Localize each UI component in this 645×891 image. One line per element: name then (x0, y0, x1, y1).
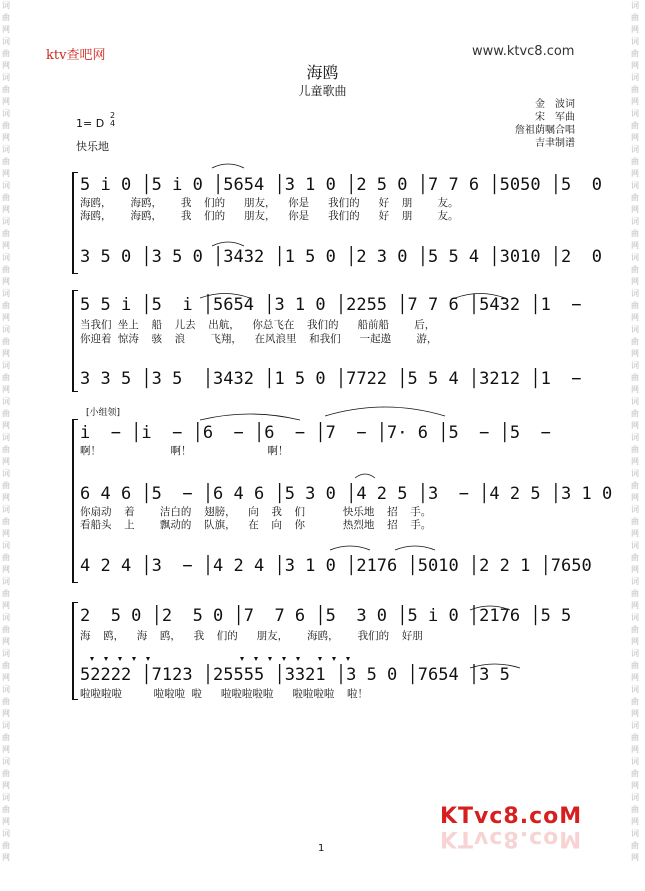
watermark-char: 网 (2, 349, 10, 358)
watermark-char: 网 (2, 493, 10, 502)
slur-mark (212, 242, 244, 246)
section-label: [小组领] (86, 408, 121, 418)
watermark-char: 词 (2, 181, 10, 190)
lyric-verse-2: 海鸥， 海鸥， 我 们的 朋友， 你是 我们的 好 朋 友。 (80, 210, 459, 222)
watermark-char: 网 (631, 493, 639, 502)
watermark-char: 曲 (631, 841, 639, 850)
watermark-char: 词 (2, 829, 10, 838)
watermark-char: 词 (631, 109, 639, 118)
watermark-char: 网 (631, 853, 639, 862)
watermark-char: 网 (631, 673, 639, 682)
footer-logo: KTvc8.coM (440, 804, 583, 829)
watermark-char: 词 (2, 217, 10, 226)
watermark-char: 网 (631, 817, 639, 826)
watermark-char: 词 (631, 721, 639, 730)
watermark-char: 网 (2, 709, 10, 718)
lower-voice-notes: 3 5 0 │3 5 0 │3432 │1 5 0 │2 3 0 │5 5 4 │3010 │2 0 (80, 247, 602, 267)
watermark-char: 网 (2, 601, 10, 610)
watermark-char: 词 (2, 145, 10, 154)
accent-mark (332, 657, 336, 661)
watermark-char: 曲 (631, 373, 639, 382)
solo-voice-notes: i − │i − │6 − │6 − │7 − │7· 6 │5 − │5 − (80, 423, 551, 443)
watermark-char: 曲 (2, 301, 10, 310)
watermark-char: 曲 (2, 697, 10, 706)
watermark-char: 词 (2, 505, 10, 514)
lyric-verse-1: 海 鸥， 海 鸥， 我 们的 朋友， 海鸥， 我们的 好朋 (80, 630, 423, 642)
upper-voice-notes: 5 5 i │5 i │5654 │3 1 0 │2255 │7 7 6 │5432 │1 − (80, 295, 582, 315)
watermark-char: 词 (2, 433, 10, 442)
slur-mark (470, 664, 520, 668)
watermark-char: 曲 (631, 121, 639, 130)
watermark-char: 曲 (631, 13, 639, 22)
lyric-verse-2: 啦啦啦啦 啦啦啦 啦 啦啦啦啦啦 啦啦啦啦 啦！ (80, 688, 369, 700)
watermark-char: 网 (2, 565, 10, 574)
watermark-char: 词 (2, 1, 10, 10)
watermark-char: 曲 (2, 85, 10, 94)
watermark-char: 词 (2, 37, 10, 46)
watermark-char: 曲 (631, 49, 639, 58)
watermark-char: 网 (2, 169, 10, 178)
watermark-char: 词 (631, 793, 639, 802)
watermark-char: 词 (2, 757, 10, 766)
lyric-verse-1: 海鸥， 海鸥， 我 们的 朋友， 你是 我们的 好 朋 友。 (80, 197, 459, 209)
accent-mark (282, 657, 286, 661)
tempo-marking: 快乐地 (76, 140, 109, 153)
watermark-char: 词 (2, 613, 10, 622)
watermark-char: 网 (631, 349, 639, 358)
watermark-char: 网 (2, 457, 10, 466)
watermark-char: 曲 (2, 589, 10, 598)
slur-mark (470, 606, 510, 610)
watermark-char: 词 (631, 613, 639, 622)
watermark-char: 词 (631, 37, 639, 46)
watermark-char: 曲 (631, 589, 639, 598)
song-title: 海鸥 (306, 63, 339, 82)
watermark-char: 网 (631, 709, 639, 718)
lyric-verse-1: 当我们 坐上 船 儿去 出航， 你总飞在 我们的 船前船 后， (80, 319, 436, 331)
brand-label[interactable]: ktv查吧网 (46, 48, 106, 63)
slur-mark (395, 546, 435, 550)
lower-voice-notes: 4 2 4 │3 − │4 2 4 │3 1 0 │2176 │5010 │2 2 1 │7650 (80, 556, 592, 576)
watermark-char: 网 (631, 421, 639, 430)
credit-arranger: 詹祖荫嘱合唱 (515, 125, 575, 136)
watermark-char: 网 (631, 457, 639, 466)
watermark-char: 网 (631, 133, 639, 142)
watermark-char: 曲 (2, 733, 10, 742)
lyric-verse-2: 看船头 上 飘动的 队旗， 在 向 你 热烈地 招 手。 (80, 519, 432, 531)
page-number: 1 (318, 843, 325, 854)
watermark-char: 网 (2, 97, 10, 106)
watermark-char: 曲 (631, 409, 639, 418)
watermark-char: 网 (631, 529, 639, 538)
watermark-char: 词 (2, 289, 10, 298)
watermark-char: 词 (2, 721, 10, 730)
watermark-char: 网 (2, 853, 10, 862)
watermark-char: 词 (631, 325, 639, 334)
watermark-char: 曲 (2, 265, 10, 274)
watermark-char: 网 (631, 565, 639, 574)
watermark-char: 网 (631, 745, 639, 754)
slur-mark (200, 294, 250, 299)
accent-mark (254, 657, 258, 661)
watermark-char: 词 (2, 793, 10, 802)
accent-mark (146, 657, 150, 661)
watermark-char: 曲 (2, 13, 10, 22)
watermark-char: 网 (631, 277, 639, 286)
time-top: 2 (110, 111, 116, 120)
slur-mark (455, 294, 505, 299)
watermark-char: 网 (2, 421, 10, 430)
watermark-char: 曲 (2, 769, 10, 778)
watermark-char: 曲 (2, 373, 10, 382)
watermark-char: 曲 (631, 193, 639, 202)
accent-mark (318, 657, 322, 661)
watermark-char: 词 (631, 505, 639, 514)
watermark-char: 词 (2, 73, 10, 82)
watermark-char: 网 (2, 817, 10, 826)
watermark-char: 词 (631, 685, 639, 694)
watermark-char: 曲 (2, 661, 10, 670)
watermark-char: 曲 (631, 769, 639, 778)
watermark-char: 网 (631, 637, 639, 646)
watermark-char: 网 (631, 61, 639, 70)
upper-voice-notes: 5 i 0 │5 i 0 │5654 │3 1 0 │2 5 0 │7 7 6 │5050 │5 0 (80, 175, 602, 195)
accent-mark (90, 657, 94, 661)
watermark-char: 网 (2, 241, 10, 250)
key-signature: 1= D (76, 117, 105, 130)
watermark-char: 曲 (631, 697, 639, 706)
watermark-char: 词 (2, 325, 10, 334)
watermark-char: 词 (2, 109, 10, 118)
watermark-char: 曲 (2, 553, 10, 562)
watermark-char: 曲 (631, 517, 639, 526)
watermark-char: 词 (631, 829, 639, 838)
watermark-char: 词 (2, 541, 10, 550)
watermark-char: 曲 (2, 409, 10, 418)
lyric-verse-2: 你迎着 惊涛 骇 浪 飞翔， 在风浪里 和我们 一起遨 游， (80, 333, 438, 345)
watermark-char: 词 (631, 577, 639, 586)
watermark-char: 曲 (2, 517, 10, 526)
watermark-char: 曲 (2, 49, 10, 58)
slur-mark (212, 164, 244, 168)
footer-logo-reflection: KTvc8.coM (440, 826, 583, 851)
song-subtitle: 儿童歌曲 (298, 84, 347, 98)
watermark-char: 网 (631, 313, 639, 322)
watermark-char: 网 (631, 169, 639, 178)
watermark-char: 曲 (2, 481, 10, 490)
accent-mark (296, 657, 300, 661)
watermark-char: 曲 (631, 661, 639, 670)
watermark-char: 词 (2, 685, 10, 694)
watermark-char: 曲 (631, 337, 639, 346)
watermark-char: 曲 (2, 193, 10, 202)
watermark-char: 网 (631, 385, 639, 394)
watermark-char: 网 (2, 61, 10, 70)
watermark-char: 网 (2, 637, 10, 646)
watermark-char: 曲 (631, 733, 639, 742)
watermark-char: 网 (2, 133, 10, 142)
credit-composer: 宋 军曲 (535, 112, 575, 123)
watermark-char: 网 (2, 277, 10, 286)
watermark-char: 曲 (631, 265, 639, 274)
watermark-char: 词 (631, 289, 639, 298)
watermark-char: 网 (2, 781, 10, 790)
slur-mark (330, 546, 370, 550)
watermark-char: 曲 (2, 337, 10, 346)
slur-mark (325, 407, 445, 416)
lyric-verse-1: 你扇动 着 洁白的 翅膀， 向 我 们 快乐地 招 手。 (80, 506, 432, 518)
site-url[interactable]: www.ktvc8.com (472, 44, 575, 59)
watermark-char: 网 (2, 745, 10, 754)
watermark-char: 曲 (631, 157, 639, 166)
watermark-char: 网 (631, 97, 639, 106)
watermark-char: 词 (631, 433, 639, 442)
watermark-char: 网 (631, 241, 639, 250)
lower-voice-notes: 3 3 5 │3 5 │3432 │1 5 0 │7722 │5 5 4 │3212 │1 − (80, 369, 582, 389)
watermark-char: 曲 (2, 121, 10, 130)
watermark-char: 词 (2, 253, 10, 262)
watermark-char: 曲 (631, 301, 639, 310)
watermark-char: 网 (631, 601, 639, 610)
watermark-char: 网 (631, 25, 639, 34)
watermark-char: 词 (2, 469, 10, 478)
credit-lyricist: 金 波词 (535, 99, 575, 110)
watermark-char: 网 (631, 781, 639, 790)
watermark-char: 网 (2, 25, 10, 34)
upper-voice-notes: 6 4 6 │5 − │6 4 6 │5 3 0 │4 2 5 │3 − │4 2 5 │3 1 0 (80, 484, 613, 504)
watermark-char: 词 (631, 145, 639, 154)
accent-mark (118, 657, 122, 661)
watermark-char: 词 (631, 217, 639, 226)
accent-mark (104, 657, 108, 661)
watermark-char: 词 (631, 253, 639, 262)
watermark-char: 网 (2, 673, 10, 682)
accent-mark (240, 657, 244, 661)
watermark-char: 词 (631, 541, 639, 550)
watermark-char: 词 (631, 181, 639, 190)
upper-voice-notes: 2 5 0 │2 5 0 │7 7 6 │5 3 0 │5 i 0 │2176 │5 5 (80, 606, 572, 626)
lower-voice-notes: 52222 │7123 │25555 │3321 │3 5 0 │7654 │3 5 (80, 665, 510, 685)
watermark-char: 曲 (2, 805, 10, 814)
lyric-solo: 啊！ 啊！ 啊！ (80, 445, 289, 457)
watermark-char: 曲 (631, 481, 639, 490)
watermark-char: 词 (631, 361, 639, 370)
watermark-char: 词 (631, 649, 639, 658)
watermark-char: 词 (2, 397, 10, 406)
watermark-char: 曲 (631, 805, 639, 814)
watermark-char: 曲 (2, 157, 10, 166)
watermark-char: 曲 (2, 445, 10, 454)
watermark-char: 词 (631, 397, 639, 406)
slur-mark (200, 414, 300, 420)
watermark-char: 曲 (631, 625, 639, 634)
watermark-char: 曲 (2, 841, 10, 850)
watermark-char: 曲 (2, 625, 10, 634)
watermark-char: 词 (2, 361, 10, 370)
watermark-char: 曲 (631, 553, 639, 562)
accent-mark (268, 657, 272, 661)
accent-mark (346, 657, 350, 661)
watermark-char: 词 (2, 577, 10, 586)
slur-mark (355, 474, 375, 478)
watermark-char: 曲 (631, 229, 639, 238)
watermark-char: 网 (631, 205, 639, 214)
watermark-char: 词 (631, 757, 639, 766)
watermark-char: 曲 (631, 445, 639, 454)
credit-engraver: 吉聿制谱 (535, 138, 575, 149)
watermark-char: 词 (631, 73, 639, 82)
time-bottom: 4 (110, 119, 116, 128)
watermark-char: 网 (2, 205, 10, 214)
watermark-char: 曲 (2, 229, 10, 238)
watermark-char: 网 (2, 529, 10, 538)
watermark-char: 词 (631, 1, 639, 10)
watermark-char: 词 (2, 649, 10, 658)
watermark-char: 网 (2, 385, 10, 394)
watermark-char: 网 (2, 313, 10, 322)
watermark-char: 词 (631, 469, 639, 478)
accent-mark (132, 657, 136, 661)
watermark-char: 曲 (631, 85, 639, 94)
